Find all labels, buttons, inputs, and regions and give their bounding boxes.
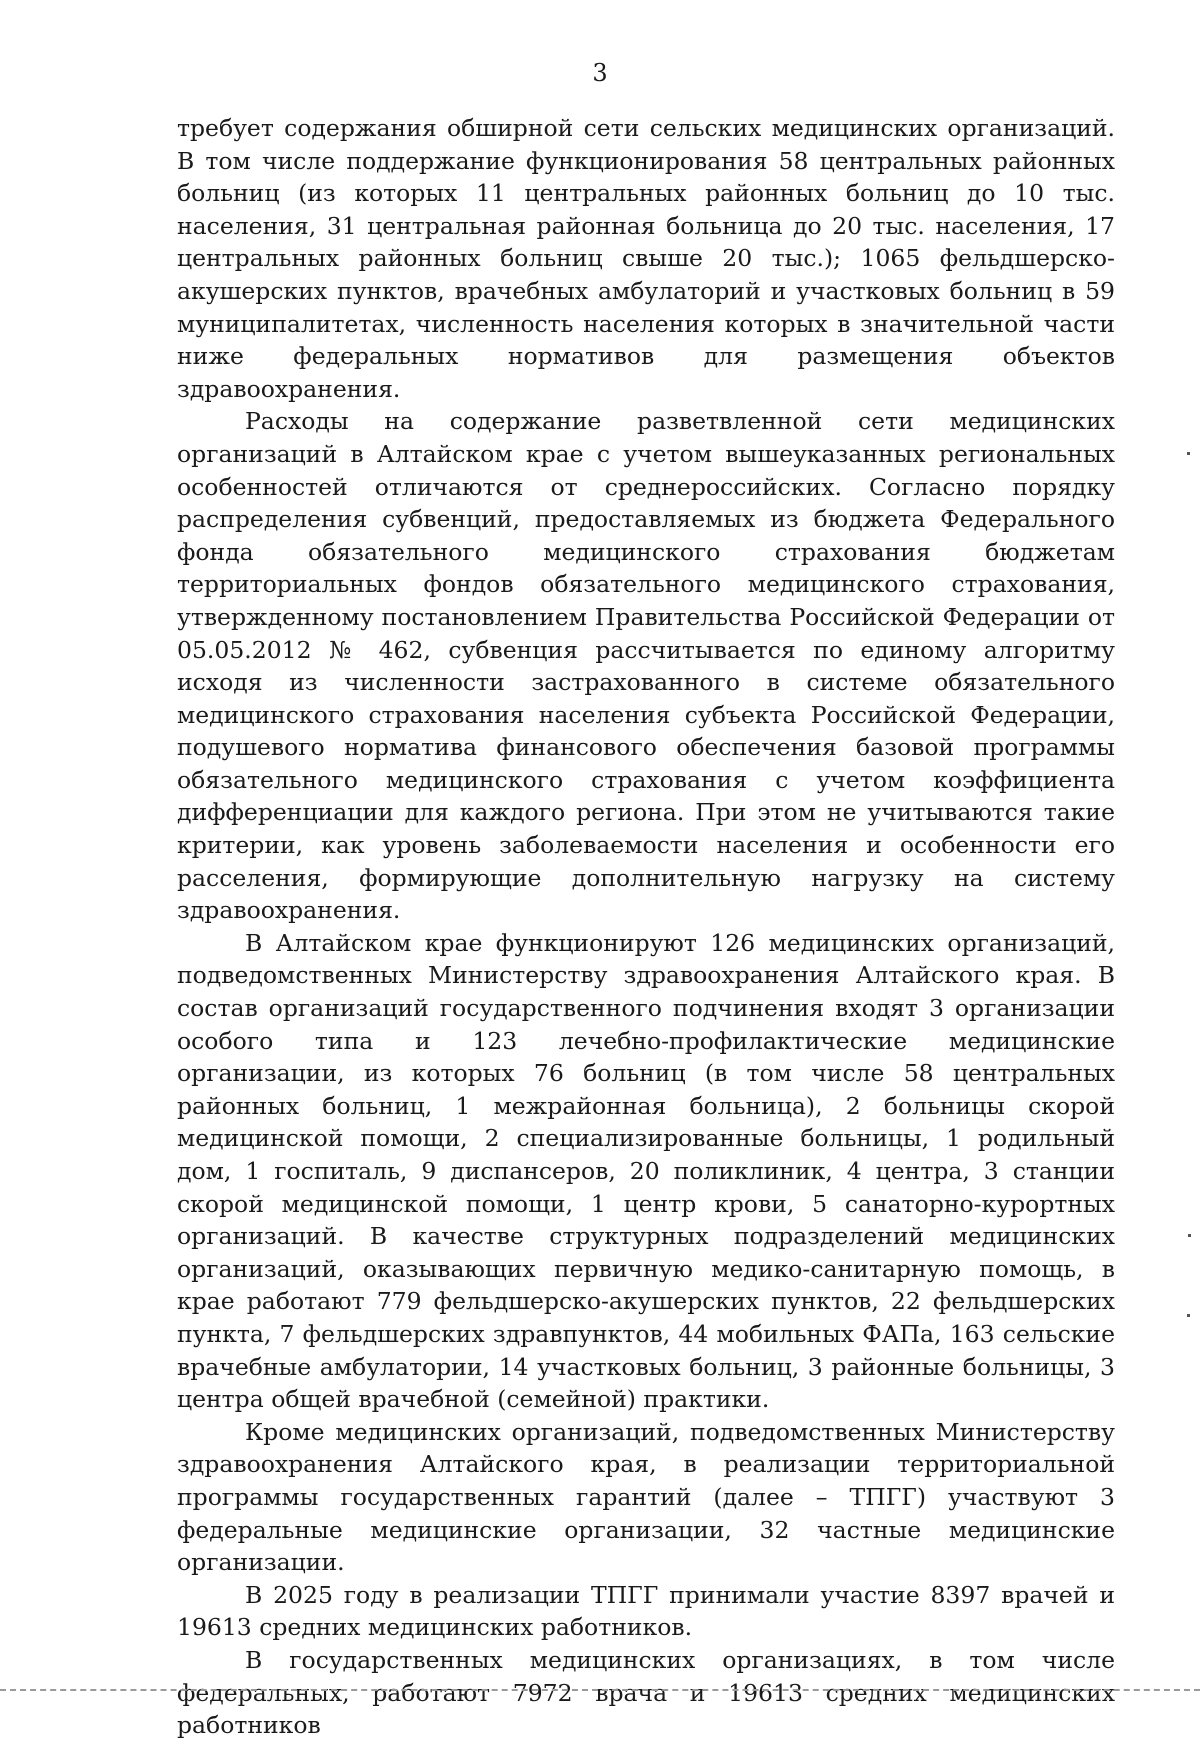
scan-artifact (1187, 452, 1190, 455)
page-bottom-edge (0, 1689, 1200, 1691)
paragraph-staff-2025: В 2025 году в реализации ТПГГ принимали участие 8397 врачей и 19613 средних медицинских работников. (177, 1580, 1115, 1642)
page-number: 3 (592, 59, 608, 87)
paragraph-organizations: В Алтайском крае функционируют 126 медицинских организаций, подведомственных Министерству здравоохранения Алтайского края. В состав организаций государственного подчинения входят 3 организации особого типа и 123 лечебно-профилактические медицинские организации, из которых 76 больниц (в том числе 58 центральных районных больниц, 1 межрайонная больница), 2 больницы скорой медицинской помощи, 2 специализированные больницы, 1 родильный дом, 1 госпиталь, 9 диспансеров, 20 поликлиник, 4 центра, 3 станции скорой медицинской помощи, 1 центр крови, 5 санаторно-курортных организаций. В качестве структурных подразделений медицинских организаций, оказывающих первичную медико-санитарную помощь, в крае работают 779 фельдшерско-акушерских пунктов, 22 фельдшерских пункта, 7 фельдшерских здравпунктов, 44 мобильных ФАПа, 163 сельские врачебные амбулатории, 14 участковых больниц, 3 районные больницы, 3 центра общей врачебной (семейной) практики. (177, 928, 1115, 1414)
scan-artifact (1187, 1314, 1190, 1317)
scan-artifact (1188, 1234, 1191, 1237)
paragraph-state-organizations: В государственных медицинских организациях, в том числе федеральных, работают 7972 врача и 19613 средних медицинских работников (177, 1645, 1115, 1740)
paragraph-other-organizations: Кроме медицинских организаций, подведомственных Министерству здравоохранения Алтайского края, в реализации территориальной программы государственных гарантий (далее – ТПГГ) участвуют 3 федеральные медицинские организации, 32 частные медицинские организации. (177, 1417, 1115, 1577)
paragraph-expenses: Расходы на содержание разветвленной сети медицинских организаций в Алтайском крае с учетом вышеуказанных региональных особенностей отличаются от среднероссийских. Согласно порядку распределения субвенций, предоставляемых из бюджета Федерального фонда обязательного медицинского страхования бюджетам территориальных фондов обязательного медицинского страхования, утвержденному постановлением Правительства Российской Федерации от 05.05.2012 № 462, субвенция рассчитывается по единому алгоритму исходя из численности застрахованного в системе обязательного медицинского страхования населения субъекта Российской Федерации, подушевого норматива финансового обеспечения базовой программы обязательного медицинского страхования с учетом коэффициента дифференциации для каждого региона. При этом не учитываются такие критерии, как уровень заболеваемости населения и особенности его расселения, формирующие дополнительную нагрузку на систему здравоохранения. (177, 407, 1115, 925)
paragraph-continued: требует содержания обширной сети сельских медицинских организаций. В том числе поддержание функционирования 58 центральных районных больниц (из которых 11 центральных районных больниц до 10 тыс. населения, 31 центральная районная больница до 20 тыс. населения, 17 центральных районных больниц свыше 20 тыс.); 1065 фельдшерско-акушерских пунктов, врачебных амбулаторий и участковых больниц в 59 муниципалитетах, численность населения которых в значительной части ниже федеральных нормативов для размещения объектов здравоохранения. (177, 114, 1115, 403)
document-body (177, 112, 1115, 1742)
